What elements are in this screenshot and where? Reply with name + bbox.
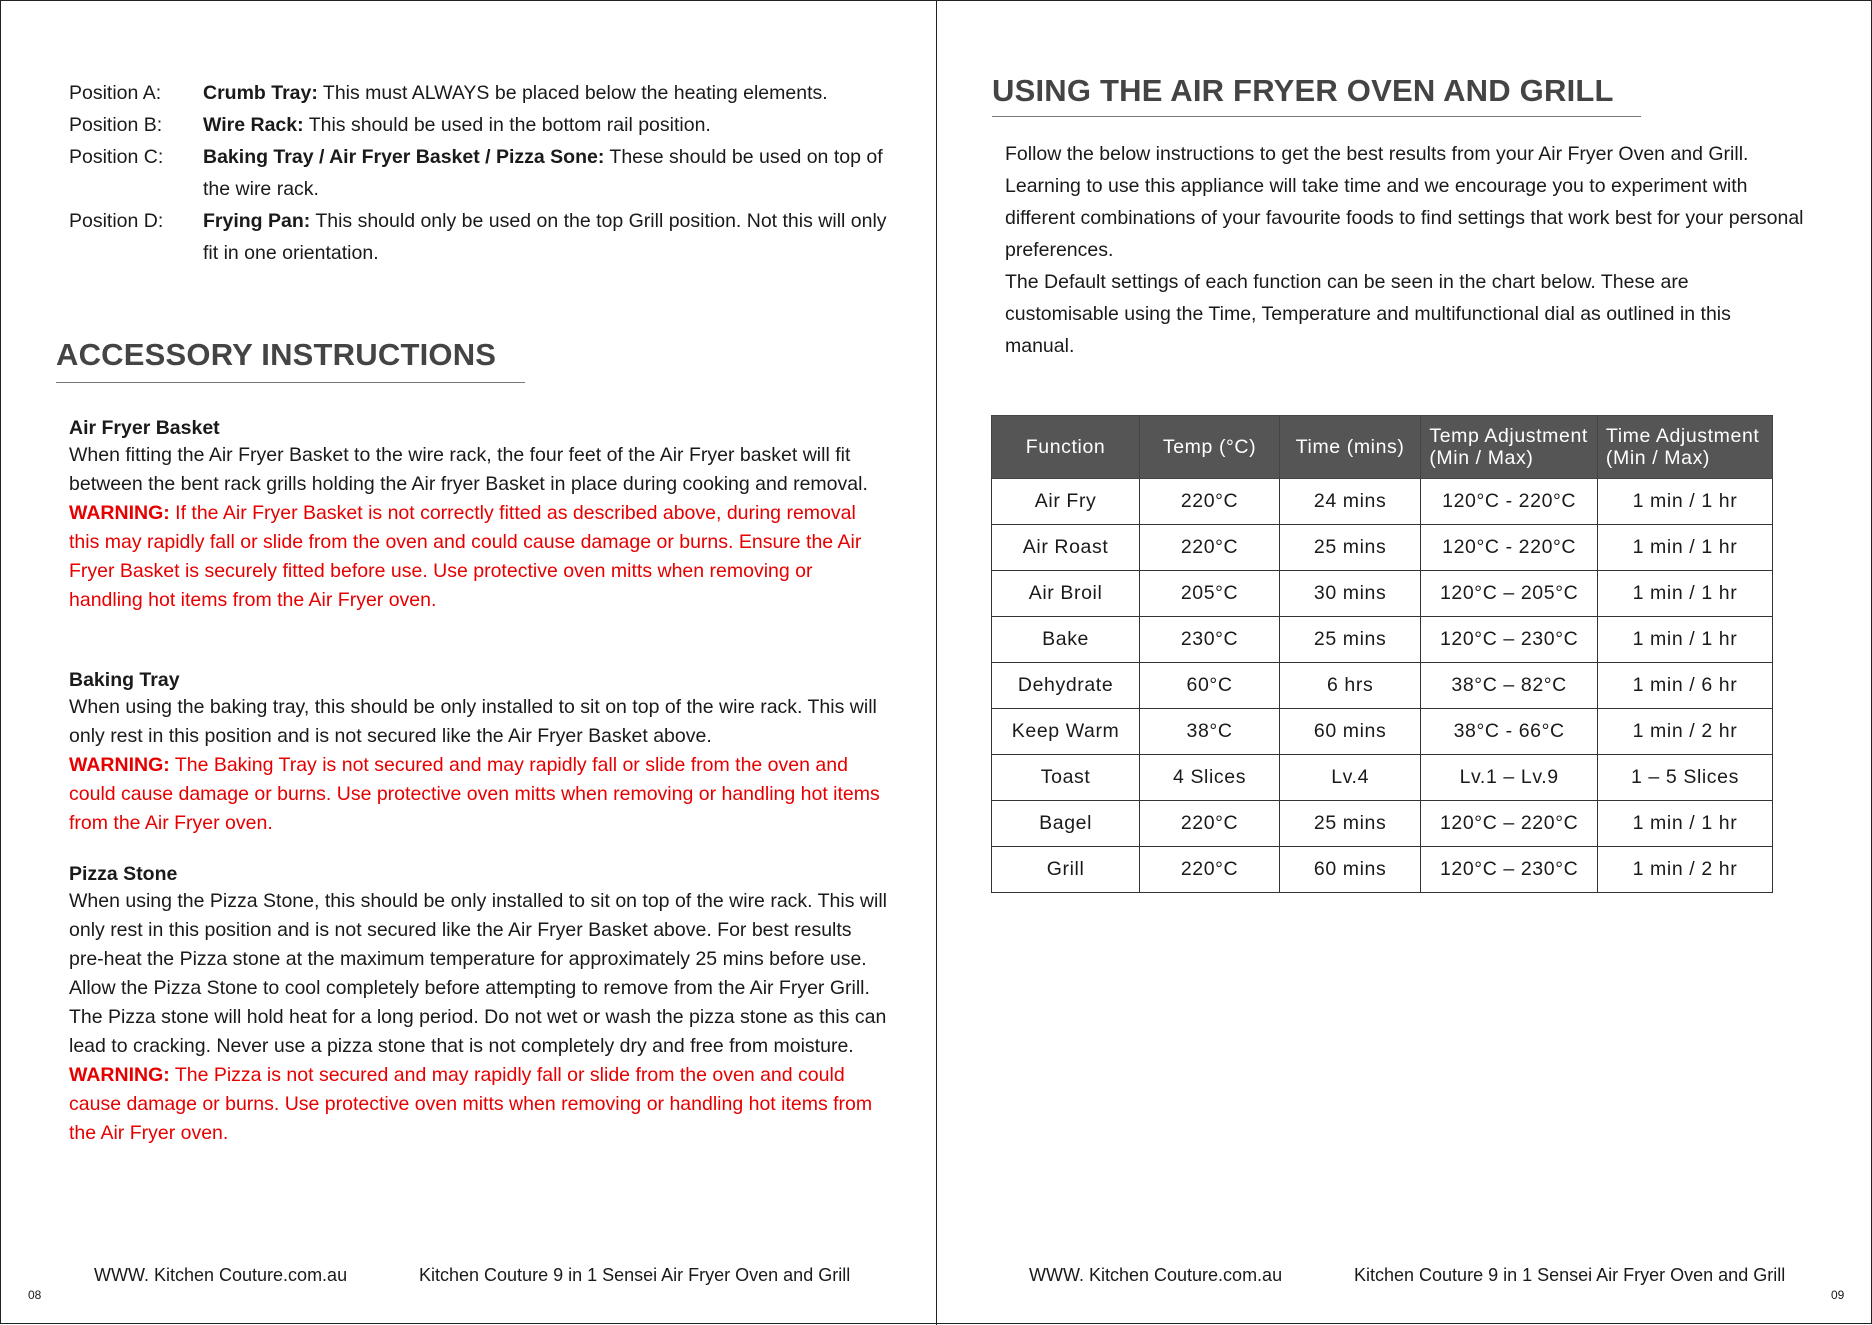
- position-term: Baking Tray / Air Fryer Basket / Pizza Sone:: [203, 146, 605, 168]
- position-term: Frying Pan:: [203, 210, 311, 232]
- position-desc: This should be used in the bottom rail position.: [303, 114, 711, 136]
- position-item: [69, 141, 889, 205]
- positions-list: [69, 77, 889, 269]
- page-right: [937, 1, 1871, 1325]
- position-term: Wire Rack:: [203, 114, 304, 136]
- table-row: [992, 801, 1773, 847]
- cell-temp: 220°C: [1140, 847, 1280, 893]
- baking-tray-section: [69, 667, 889, 838]
- cell-temp: 60°C: [1140, 663, 1280, 709]
- cell-function: Air Broil: [992, 571, 1140, 617]
- table-row: [992, 755, 1773, 801]
- cell-time: 25 mins: [1279, 801, 1420, 847]
- pizza-stone-body: When using the Pizza Stone, this should be only installed to sit on top of the wire rack. This will only rest in this position and is not secured like the Air Fryer Basket above. For best results pre-heat the Pizza stone at the maximum temperature for approximately 25 mins before use.: [69, 890, 887, 970]
- baking-tray-warning: [69, 751, 889, 838]
- air-fryer-basket-body: When fitting the Air Fryer Basket to the wire rack, the four feet of the Air Fryer basket will fit between the bent rack grills holding the Air fryer Basket in place during cooking and removal.: [69, 444, 868, 495]
- header-temp: Temp (°C): [1140, 416, 1280, 479]
- air-fryer-basket-section: [69, 415, 889, 615]
- cell-temp-adjustment: Lv.1 – Lv.9: [1421, 755, 1598, 801]
- header-function: Function: [992, 416, 1140, 479]
- cell-time: 60 mins: [1279, 709, 1420, 755]
- table-row: [992, 709, 1773, 755]
- warning-text: If the Air Fryer Basket is not correctly fitted as described above, during removal this may rapidly fall or slide from the oven and could cause damage or burns. Ensure the Air Fryer Basket is securely fitted before use. Use protective oven mitts when removing or handling hot items from the Air Fryer oven.: [69, 502, 862, 611]
- cell-time-adjustment: 1 – 5 Slices: [1597, 755, 1772, 801]
- cell-temp: 38°C: [1140, 709, 1280, 755]
- intro-text: [1005, 138, 1805, 362]
- cell-time: Lv.4: [1279, 755, 1420, 801]
- cell-temp-adjustment: 120°C – 220°C: [1421, 801, 1598, 847]
- pizza-stone-heading: Pizza Stone: [69, 863, 178, 885]
- cell-temp-adjustment: 38°C – 82°C: [1421, 663, 1598, 709]
- cell-time: 25 mins: [1279, 617, 1420, 663]
- header-temp-adjustment: Temp Adjustment (Min / Max): [1421, 416, 1598, 479]
- cell-function: Toast: [992, 755, 1140, 801]
- pizza-stone-warning: [69, 1061, 889, 1148]
- footer-product: Kitchen Couture 9 in 1 Sensei Air Fryer Oven and Grill: [419, 1265, 851, 1285]
- cell-function: Bake: [992, 617, 1140, 663]
- footer-product: Kitchen Couture 9 in 1 Sensei Air Fryer Oven and Grill: [1354, 1265, 1786, 1285]
- section-title-using: USING THE AIR FRYER OVEN AND GRILL: [992, 73, 1614, 108]
- section-title-accessory: ACCESSORY INSTRUCTIONS: [56, 337, 497, 372]
- position-desc: This should only be used on the top Grill position. Not this will only fit in one orientation.: [203, 210, 887, 264]
- page-left: [1, 1, 936, 1325]
- footer-website: WWW. Kitchen Couture.com.au: [94, 1265, 348, 1285]
- cell-temp-adjustment: 120°C – 230°C: [1421, 847, 1598, 893]
- cell-time: 24 mins: [1279, 479, 1420, 525]
- cell-function: Air Fry: [992, 479, 1140, 525]
- baking-tray-body: When using the baking tray, this should be only installed to sit on top of the wire rack. This will only rest in this position and is not secured like the Air Fryer Basket above.: [69, 696, 877, 747]
- intro-paragraph-1: Follow the below instructions to get the best results from your Air Fryer Oven and Grill. Learning to use this appliance will take time and we encourage you to experiment with different combinations of your favourite foods to find settings that work best for your personal preferences.: [1005, 143, 1804, 261]
- cell-time: 25 mins: [1279, 525, 1420, 571]
- warning-text: The Baking Tray is not secured and may rapidly fall or slide from the oven and could cause damage or burns. Use protective oven mitts when removing or handling hot items from the Air Fryer oven.: [69, 754, 880, 834]
- position-desc: These should be used on top of the wire rack.: [203, 146, 883, 200]
- cell-function: Air Roast: [992, 525, 1140, 571]
- position-label: Position C:: [69, 146, 164, 168]
- table-row: [992, 617, 1773, 663]
- position-item: [69, 77, 889, 109]
- cell-time-adjustment: 1 min / 1 hr: [1597, 571, 1772, 617]
- cell-temp: 205°C: [1140, 571, 1280, 617]
- cell-time-adjustment: 1 min / 1 hr: [1597, 801, 1772, 847]
- pizza-stone-section: [69, 861, 889, 1148]
- header-time: Time (mins): [1279, 416, 1420, 479]
- cell-function: Keep Warm: [992, 709, 1140, 755]
- air-fryer-basket-heading: Air Fryer Basket: [69, 417, 220, 439]
- cell-time-adjustment: 1 min / 2 hr: [1597, 709, 1772, 755]
- position-label: Position D:: [69, 210, 164, 232]
- cell-time-adjustment: 1 min / 2 hr: [1597, 847, 1772, 893]
- cell-temp-adjustment: 120°C – 230°C: [1421, 617, 1598, 663]
- position-label: Position A:: [69, 82, 162, 104]
- cell-time: 60 mins: [1279, 847, 1420, 893]
- intro-paragraph-2: The Default settings of each function can be seen in the chart below. These are customisable using the Time, Temperature and multifunctional dial as outlined in this manual.: [1005, 271, 1731, 357]
- cell-time-adjustment: 1 min / 1 hr: [1597, 525, 1772, 571]
- cell-temp-adjustment: 120°C – 205°C: [1421, 571, 1598, 617]
- position-item: [69, 205, 889, 269]
- cell-temp-adjustment: 38°C - 66°C: [1421, 709, 1598, 755]
- cell-temp-adjustment: 120°C - 220°C: [1421, 525, 1598, 571]
- cell-temp-adjustment: 120°C - 220°C: [1421, 479, 1598, 525]
- warning-text: The Pizza is not secured and may rapidly fall or slide from the oven and could cause damage or burns. Use protective oven mitts when removing or handling hot items from the Air Fryer oven.: [69, 1064, 873, 1144]
- table-row: [992, 525, 1773, 571]
- position-item: [69, 109, 889, 141]
- page-number: 08: [28, 1288, 42, 1302]
- position-desc: This must ALWAYS be placed below the heating elements.: [317, 82, 828, 104]
- cell-time-adjustment: 1 min / 6 hr: [1597, 663, 1772, 709]
- cell-time: 30 mins: [1279, 571, 1420, 617]
- table-header-row: [992, 416, 1773, 479]
- cell-temp: 220°C: [1140, 479, 1280, 525]
- header-time-adjustment: Time Adjustment (Min / Max): [1597, 416, 1772, 479]
- table-row: [992, 479, 1773, 525]
- footer-website: WWW. Kitchen Couture.com.au: [1029, 1265, 1283, 1285]
- cell-temp: 220°C: [1140, 525, 1280, 571]
- cell-temp: 230°C: [1140, 617, 1280, 663]
- cell-temp: 4 Slices: [1140, 755, 1280, 801]
- position-term: Crumb Tray:: [203, 82, 318, 104]
- pizza-stone-body-2: Allow the Pizza Stone to cool completely before attempting to remove from the Air Fryer Grill. The Pizza stone will hold heat for a long period. Do not wet or wash the pizza stone as this can lead to cracking. Never use a pizza stone that is not completely dry and free from moisture.: [69, 977, 887, 1057]
- cell-function: Bagel: [992, 801, 1140, 847]
- cell-temp: 220°C: [1140, 801, 1280, 847]
- warning-label: WARNING:: [69, 1064, 170, 1086]
- table-row: [992, 571, 1773, 617]
- warning-label: WARNING:: [69, 754, 170, 776]
- air-fryer-basket-warning: [69, 499, 889, 615]
- title-underline: [992, 116, 1641, 117]
- page-number: 09: [1831, 1288, 1845, 1302]
- default-settings-table: [991, 415, 1773, 893]
- cell-time-adjustment: 1 min / 1 hr: [1597, 479, 1772, 525]
- position-label: Position B:: [69, 114, 163, 136]
- cell-time-adjustment: 1 min / 1 hr: [1597, 617, 1772, 663]
- cell-time: 6 hrs: [1279, 663, 1420, 709]
- table-row: [992, 847, 1773, 893]
- table-row: [992, 663, 1773, 709]
- baking-tray-heading: Baking Tray: [69, 669, 180, 691]
- title-underline: [56, 382, 525, 383]
- cell-function: Dehydrate: [992, 663, 1140, 709]
- cell-function: Grill: [992, 847, 1140, 893]
- warning-label: WARNING:: [69, 502, 170, 524]
